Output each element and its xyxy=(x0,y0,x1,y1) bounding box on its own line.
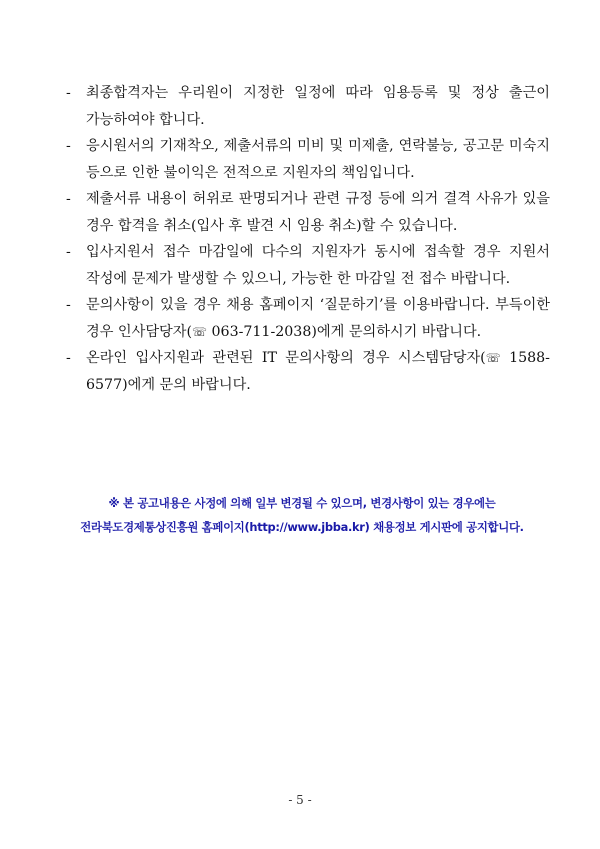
note-item-final-candidates xyxy=(66,80,550,133)
note-text-after: 1588-6577)에게 문의 바랍니다. xyxy=(86,350,550,393)
note-text: 최종합격자는 우리원이 지정한 일정에 따라 임용등록 및 정상 출근이 가능하여야 합니다. xyxy=(86,85,550,128)
notes-list xyxy=(66,80,550,398)
note-text: 응시원서의 기재착오, 제출서류의 미비 및 미제출, 연락불능, 공고문 미숙지 등으로 인한 불이익은 전적으로 지원자의 책임입니다. xyxy=(86,138,550,181)
note-item-deadline-access xyxy=(66,239,550,292)
page-number: - 5 - xyxy=(288,793,312,807)
bullet-dash: - xyxy=(66,85,71,101)
note-text: 입사지원서 접수 마감일에 다수의 지원자가 동시에 접속할 경우 지원서 작성에 문제가 발생할 수 있으니, 가능한 한 마감일 전 접수 바랍니다. xyxy=(86,244,550,287)
note-item-inquiries xyxy=(66,292,550,345)
note-item-it-inquiries xyxy=(66,345,550,398)
note-text: 제출서류 내용이 허위로 판명되거나 관련 규정 등에 의거 결격 사유가 있을 경우 합격을 취소(입사 후 발견 시 임용 취소)할 수 있습니다. xyxy=(86,191,550,234)
note-item-false-documents xyxy=(66,186,550,239)
bullet-dash: - xyxy=(66,350,71,366)
bullet-dash: - xyxy=(66,138,71,154)
notice-line-1: ※ 본 공고내용은 사정에 의해 일부 변경될 수 있으며, 변경사항이 있는 경우에는 xyxy=(108,496,496,510)
note-text-after: 063-711-2038)에게 문의하시기 바랍니다. xyxy=(207,323,482,340)
note-text-before: 온라인 입사지원과 관련된 IT 문의사항의 경우 시스템담당자( xyxy=(86,350,486,366)
note-text-before: 문의사항이 있을 경우 채용 홈페이지 ‘질문하기’를 이용바랍니다. 부득이한 경우 인사담당자( xyxy=(86,297,550,340)
bullet-dash: - xyxy=(66,297,71,313)
change-notice xyxy=(62,491,542,539)
notice-line-2: 전라북도경제통상진흥원 홈페이지(http://www.jbba.kr) 채용정보 게시판에 공지합니다. xyxy=(80,520,524,534)
phone-icon: ☏ xyxy=(191,324,207,339)
bullet-dash: - xyxy=(66,244,71,260)
phone-icon: ☏ xyxy=(485,351,501,365)
bullet-dash: - xyxy=(66,191,71,207)
note-item-application-errors xyxy=(66,133,550,186)
